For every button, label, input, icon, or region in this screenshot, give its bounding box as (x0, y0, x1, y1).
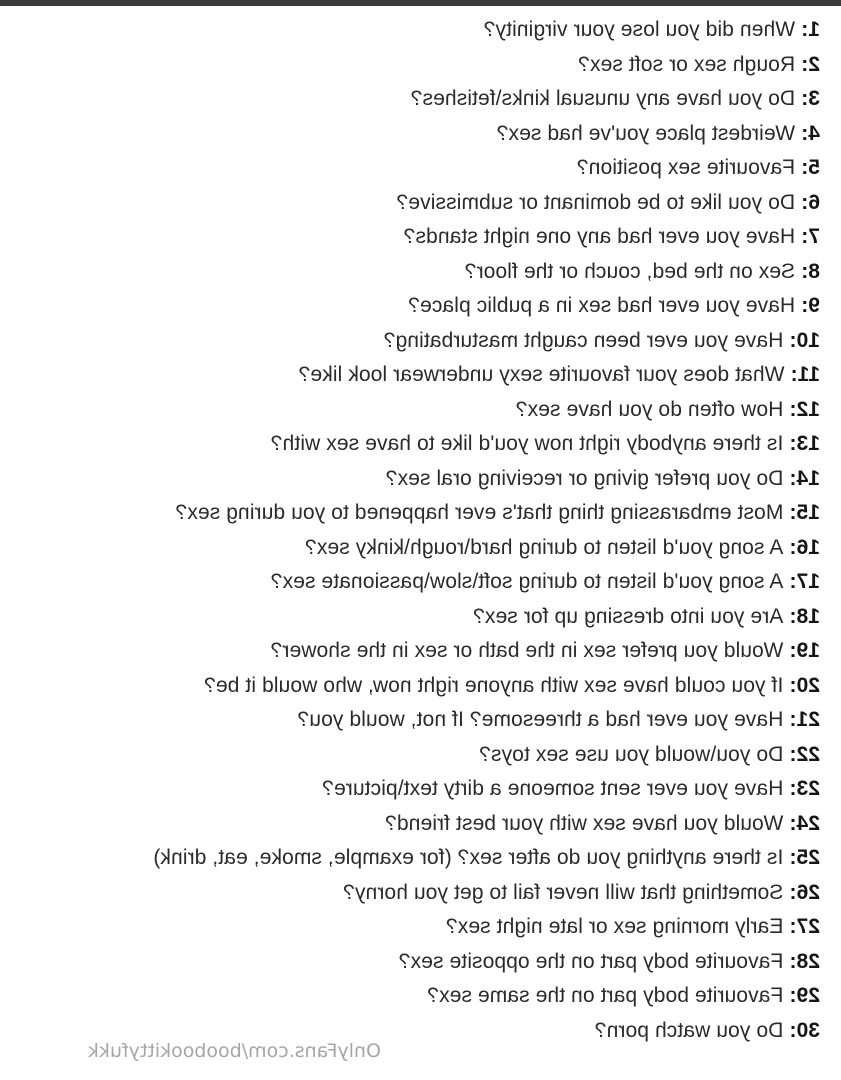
question-item (10, 876, 820, 911)
question-text: Would you prefer sex in the bath or sex in the shower? (270, 639, 784, 662)
question-separator: : (789, 915, 797, 938)
question-number: 17 (796, 570, 820, 593)
question-item (10, 220, 820, 255)
question-separator: : (789, 742, 797, 766)
watermark: OnlyFans.com/boobookittyfukk (87, 1040, 381, 1062)
question-item (10, 48, 820, 83)
question-item (10, 117, 820, 152)
question-text: Are you into dressing up for sex? (473, 604, 784, 628)
question-number: 18 (796, 604, 820, 628)
question-text: Rough sex or soft sex? (578, 52, 796, 76)
question-number: 13 (796, 432, 820, 455)
question-item (10, 82, 820, 117)
question-separator: : (789, 811, 797, 835)
question-text: Do you have any unusual kinks\fetishes? (410, 87, 796, 110)
question-number: 30 (796, 1018, 820, 1042)
question-number: 24 (796, 811, 820, 835)
question-item (10, 358, 820, 393)
question-item (10, 496, 820, 531)
question-number: 22 (796, 742, 820, 766)
question-separator: : (789, 501, 797, 524)
question-separator: : (790, 363, 798, 386)
question-separator: : (801, 52, 809, 76)
question-separator: : (801, 190, 809, 214)
question-item (10, 807, 820, 842)
question-text: Have you ever had any one night stands? (403, 225, 796, 248)
question-number: 21 (796, 708, 820, 731)
question-number: 11 (797, 363, 820, 386)
question-item (10, 13, 820, 48)
question-item (10, 634, 820, 669)
question-separator: : (789, 397, 797, 421)
question-text: Do you prefer giving or receiving oral sex? (385, 466, 784, 490)
question-text: What does your favourite sexy underwear look like? (298, 363, 785, 386)
question-number: 2 (808, 52, 820, 76)
question-text: Have you ever been caught masturbating? (383, 328, 784, 352)
question-item (10, 772, 820, 807)
question-text: Most embarassing thing that's ever happened to you during sex? (175, 501, 784, 524)
question-number: 9 (808, 294, 820, 317)
question-text: If you could have sex with anyone right now, who would it be? (204, 673, 784, 697)
question-number: 25 (796, 846, 820, 869)
question-text: Favourite body part on the opposite sex? (398, 949, 784, 973)
question-number: 15 (796, 501, 820, 524)
question-separator: : (789, 604, 797, 628)
question-number: 8 (808, 259, 820, 283)
question-number: 28 (796, 949, 820, 973)
question-text: Early morning sex or late night sex? (445, 915, 784, 938)
question-text: Have you ever had a threesome? If not, would you? (297, 708, 784, 731)
question-text: How often do you have sex? (515, 397, 784, 421)
question-separator: : (789, 639, 797, 662)
question-text: Have you ever had sex in a public place? (408, 294, 796, 317)
question-text: Do you watch porn? (594, 1018, 784, 1042)
question-text: Weirdest place you've had sex? (496, 121, 796, 145)
question-item (10, 565, 820, 600)
question-separator: : (789, 984, 797, 1007)
question-item (10, 910, 820, 945)
question-number: 3 (808, 87, 820, 110)
question-text: Do you\would you use sex toys? (479, 742, 784, 766)
question-number: 10 (796, 328, 820, 352)
question-separator: : (789, 432, 797, 455)
question-item (10, 289, 820, 324)
question-number: 23 (796, 777, 820, 800)
question-text: Sex on the bed, couch or the floor? (464, 259, 796, 283)
question-separator: : (801, 294, 809, 317)
question-separator: : (801, 259, 809, 283)
question-number: 26 (796, 880, 820, 904)
question-number: 29 (796, 984, 820, 1007)
question-item (10, 600, 820, 635)
question-number: 16 (796, 535, 820, 559)
question-separator: : (789, 777, 797, 800)
question-number: 1 (808, 18, 820, 41)
question-item (10, 186, 820, 221)
question-number: 20 (796, 673, 820, 697)
question-separator: : (789, 880, 797, 904)
question-text: Would you have sex with your best friend? (385, 811, 784, 835)
question-separator: : (789, 708, 797, 731)
question-number: 12 (796, 397, 820, 421)
question-list (10, 13, 820, 1048)
question-separator: : (801, 87, 809, 110)
question-separator: : (789, 570, 797, 593)
question-number: 4 (808, 121, 820, 145)
question-text: Is there anybody right now you'd like to have sex with? (270, 432, 784, 455)
question-item (10, 531, 820, 566)
question-text: Favourite body part on the same sex? (427, 984, 784, 1007)
question-separator: : (789, 673, 797, 697)
question-separator: : (789, 1018, 797, 1042)
question-separator: : (801, 225, 809, 248)
question-item (10, 841, 820, 876)
question-text: A song you'd listen to during hard\rough\kinky sex? (304, 535, 784, 559)
question-item (10, 703, 820, 738)
question-number: 7 (808, 225, 820, 248)
question-text: When did you lose your virginity? (483, 18, 796, 41)
question-text: Is there anything you do after sex? (for example, smoke, eat, drink) (153, 846, 784, 869)
question-item (10, 979, 820, 1014)
question-text: Something that will never fail to get you horny? (343, 880, 784, 904)
question-item (10, 738, 820, 773)
question-item (10, 151, 820, 186)
question-item (10, 255, 820, 290)
question-item (10, 462, 820, 497)
question-separator: : (789, 328, 797, 352)
question-text: A song you'd listen to during soft\slow\passionate sex? (270, 570, 784, 593)
question-item (10, 669, 820, 704)
question-separator: : (789, 846, 797, 869)
question-separator: : (801, 18, 809, 41)
question-number: 5 (808, 156, 820, 179)
question-separator: : (801, 156, 809, 179)
question-text: Favourite sex position? (576, 156, 796, 179)
question-text: Have you ever sent someone a dirty text\picture? (322, 777, 784, 800)
question-item (10, 945, 820, 980)
question-number: 27 (796, 915, 820, 938)
question-separator: : (789, 949, 797, 973)
question-number: 19 (796, 639, 820, 662)
question-item (10, 427, 820, 462)
question-number: 6 (808, 190, 820, 214)
question-separator: : (789, 466, 797, 490)
question-item (10, 324, 820, 359)
question-text: Do you like to be dominant or submissive? (396, 190, 796, 214)
question-item (10, 393, 820, 428)
question-separator: : (789, 535, 797, 559)
question-separator: : (801, 121, 809, 145)
question-number: 14 (796, 466, 820, 490)
